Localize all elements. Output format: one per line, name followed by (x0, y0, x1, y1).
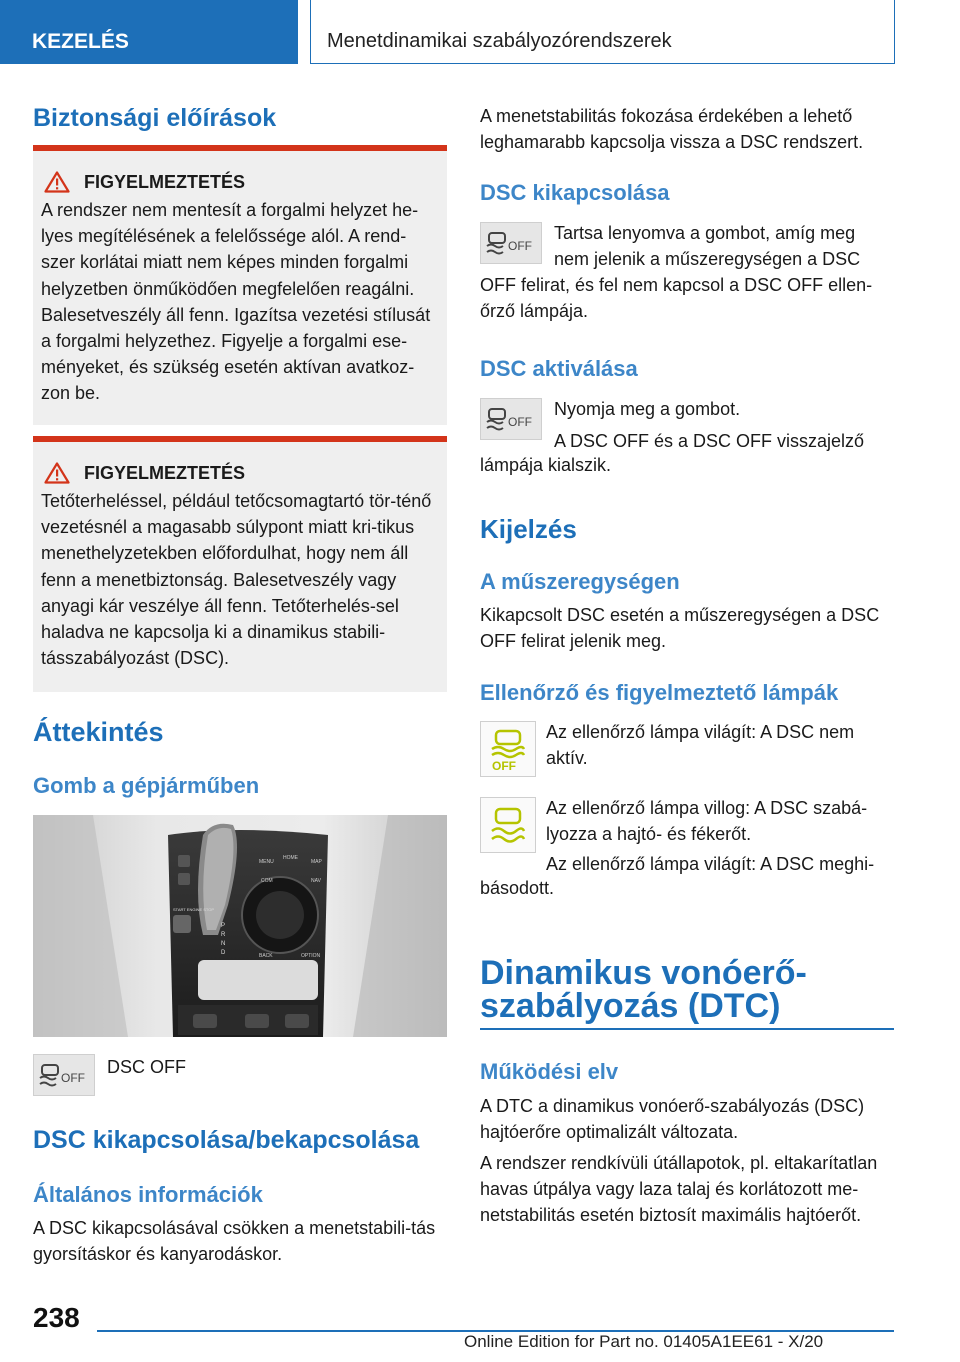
general-info-heading: Általános információk (33, 1182, 263, 1207)
dsc-lamp-icon (484, 801, 532, 849)
dsc-off-symbol (483, 402, 539, 436)
dsc-off-button-icon (33, 1054, 95, 1096)
svg-text:OFF: OFF (492, 759, 516, 773)
label-gear-n: N (221, 941, 226, 947)
principle-text-2: A rendszer rendkívüli útállapotok, pl. eltakarítatlan havas útpálya vagy laza talaj és korlátozott me-netstabilitás esetén biztosít maximális hajtóerőt. (480, 1153, 878, 1225)
warning-triangle-icon (44, 462, 70, 484)
dsc-off-heading: DSC kikapcsolása (480, 180, 670, 205)
principle-text-1: A DTC a dinamikus vonóerő-szabályozás (DSC) hajtóerőre optimalizált változata. (480, 1096, 865, 1142)
dsc-off-symbol (36, 1058, 92, 1092)
label-home: HOME (283, 855, 298, 861)
warning-box-1 (33, 145, 447, 425)
dsc-off-lamp (480, 721, 536, 777)
svg-text:OFF: OFF (508, 415, 532, 429)
lamp2-text: Az ellenőrző lámpa villog: A DSC szabá-lyozza a hajtó- és fékerőt. (546, 798, 868, 844)
dsc-on-text-2b: lámpája kialszik. (480, 455, 612, 475)
label-start-stop: START ENGINE STOP (173, 907, 215, 912)
dsc-lamp (480, 797, 536, 853)
cluster-text: Kikapcsolt DSC esetén a műszeregységen a DSC OFF felirat jelenik meg. (480, 605, 880, 651)
general-info-text: A DSC kikapcsolásával csökken a menetstabili-tás gyorsításkor és kanyarodáskor. (33, 1218, 436, 1264)
dsc-off-button-icon (480, 222, 542, 264)
overview-heading: Áttekintés (33, 717, 164, 747)
dsc-off-text-a: Tartsa lenyomva a gombot, amíg meg nem jelenik a műszeregységen a DSC (554, 223, 861, 269)
dsc-off-symbol (483, 226, 539, 260)
label-gear-r: R (221, 932, 226, 938)
dsc-on-text-2a: A DSC OFF és a DSC OFF visszajelző (554, 431, 865, 451)
intro-text: A menetstabilitás fokozása érdekében a lehető leghamarabb kapcsolja vissza a DSC rendszert. (480, 106, 864, 152)
dsc-on-text-1: Nyomja meg a gombot. (554, 399, 741, 419)
lamp2-text-b-1: Az ellenőrző lámpa világít: A DSC meghi- (546, 854, 875, 874)
warning-title: FIGYELMEZTETÉS (44, 171, 437, 193)
page-header (0, 0, 960, 64)
label-gear-d: D (221, 950, 226, 956)
section-tab: KEZELÉS (0, 0, 298, 64)
svg-text:OFF: OFF (508, 239, 532, 253)
center-console-photo (33, 815, 447, 1037)
heading-rule (480, 1028, 894, 1030)
label-menu: MENU (259, 859, 274, 865)
chapter-title: Menetdinamikai szabályozórendszerek (310, 0, 895, 64)
dsc-off-text-b: OFF felirat, és fel nem kapcsol a DSC OFF ellen-őrző lámpája. (480, 275, 873, 321)
label-gear-p: P (221, 923, 226, 929)
warning-title: FIGYELMEZTETÉS (44, 462, 437, 484)
label-com: COM (261, 878, 273, 884)
cluster-heading: A műszeregységen (480, 569, 680, 594)
warning-body: Tetőterheléssel, például tetőcsomagtartó tör-ténő vezetésnél a magasabb súlypont miatt kri-tikus menethelyzetekben előfordulhat, hogy nem áll fenn a menetbiztonság. Balesetveszély vagy anyagi kár veszélye áll fenn. Tetőterhelés-sel haladva ne kapcsolja ki a dinamikus stabili-tásszabályozást (DSC). (41, 491, 432, 669)
label-nav: NAV (311, 878, 321, 884)
lamps-heading: Ellenőrző és figyelmeztető lámpák (480, 680, 839, 705)
dsc-off-label: DSC OFF (107, 1057, 186, 1077)
label-option: OPTION (301, 953, 321, 959)
dsc-toggle-heading: DSC kikapcsolása/bekapcsolása (33, 1126, 420, 1154)
dsc-off-lamp-icon (484, 725, 532, 773)
lamp2-text-b-2: básodott. (480, 878, 555, 898)
warning-body: A rendszer nem mentesít a forgalmi helyzet he-lyes megítélésének a felelőssége alól. A rend-szer korlátai miatt nem képes minden forgalmi helyzetben önműködően megfelelően reagálni. Balesetveszély áll fenn. Igazítsa vezetési stílusát a forgalmi helyzethez. Figyelje a forgalmi ese-ményeket, és szükség esetén aktívan avatkoz-zon be. (41, 200, 431, 404)
svg-text:OFF: OFF (61, 1071, 85, 1085)
principle-heading: Működési elv (480, 1059, 619, 1084)
warning-box-2 (33, 436, 447, 692)
footer-edition: Online Edition for Part no. 01405A1EE61 - X/20 (464, 1332, 824, 1351)
lamp1-text: Az ellenőrző lámpa világít: A DSC nem aktív. (546, 722, 855, 768)
dtc-heading-2: szabályozás (DTC) (480, 987, 781, 1025)
dtc-heading-1: Dinamikus vonóerő- (480, 954, 807, 992)
button-subheading: Gomb a gépjárműben (33, 773, 260, 798)
display-heading: Kijelzés (480, 514, 577, 544)
safety-heading: Biztonsági előírások (33, 104, 277, 132)
dsc-on-heading: DSC aktiválása (480, 356, 638, 381)
label-map: MAP (311, 859, 322, 865)
label-back: BACK (259, 953, 273, 959)
page-number: 238 (33, 1302, 80, 1333)
dsc-off-button-icon (480, 398, 542, 440)
console-illustration (33, 815, 447, 1037)
warning-triangle-icon (44, 171, 70, 193)
